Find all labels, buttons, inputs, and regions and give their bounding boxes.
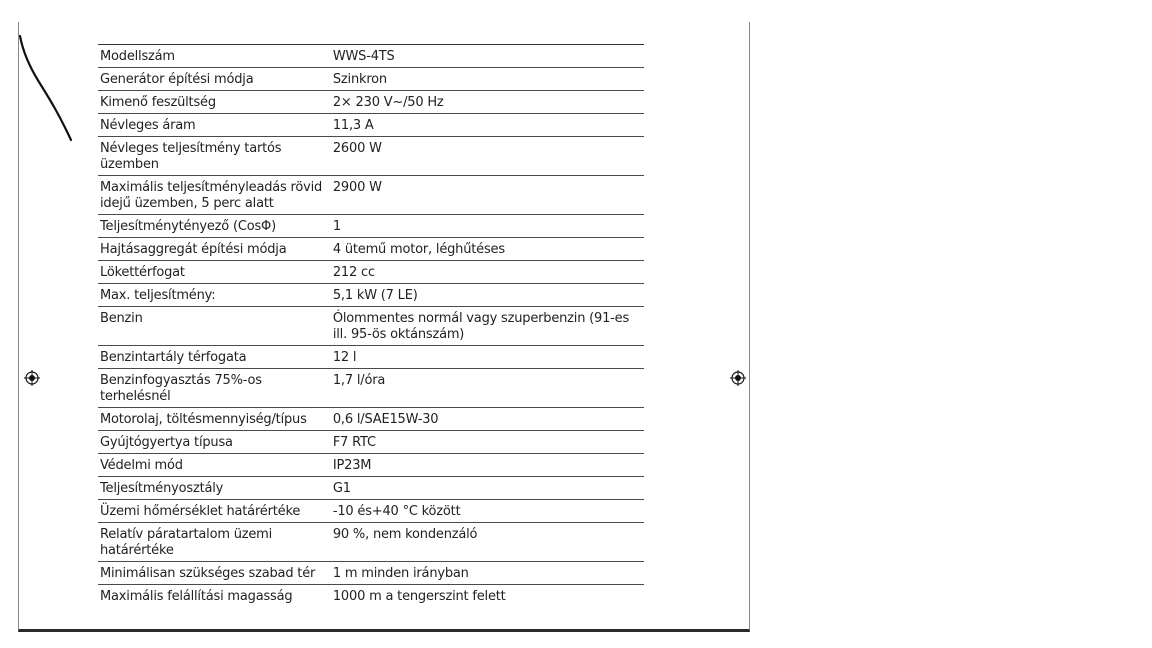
table-row	[98, 562, 644, 585]
spec-value: IP23M	[331, 454, 644, 477]
spec-label: Minimálisan szükséges szabad tér	[98, 562, 331, 585]
spec-label: Kimenő feszültség	[98, 91, 331, 114]
spec-value: 2900 W	[331, 176, 644, 215]
table-row	[98, 431, 644, 454]
spec-label: Relatív páratartalom üzemi határértéke	[98, 523, 331, 562]
spec-label: Benzinfogyasztás 75%-os terhelésnél	[98, 369, 331, 408]
spec-value: 1,7 l/óra	[331, 369, 644, 408]
spec-value: 12 l	[331, 346, 644, 369]
table-row	[98, 585, 644, 608]
spec-value: 2600 W	[331, 137, 644, 176]
spec-label: Motorolaj, töltésmennyiség/típus	[98, 408, 331, 431]
table-row	[98, 346, 644, 369]
table-row	[98, 91, 644, 114]
table-row	[98, 477, 644, 500]
table-row	[98, 137, 644, 176]
spec-value: 2× 230 V~/50 Hz	[331, 91, 644, 114]
table-row	[98, 500, 644, 523]
spec-label: Védelmi mód	[98, 454, 331, 477]
registration-mark-icon	[24, 370, 40, 386]
table-row	[98, 369, 644, 408]
spec-label: Névleges teljesítmény tartós üzemben	[98, 137, 331, 176]
table-row	[98, 408, 644, 431]
table-row	[98, 284, 644, 307]
spec-table	[98, 44, 644, 607]
spec-value: 1 m minden irányban	[331, 562, 644, 585]
spec-value: 212 cc	[331, 261, 644, 284]
table-row	[98, 454, 644, 477]
spec-label: Üzemi hőmérséklet határértéke	[98, 500, 331, 523]
table-row	[98, 307, 644, 346]
spec-value: Ólommentes normál vagy szuperbenzin (91-es ill. 95-ös oktánszám)	[331, 307, 644, 346]
table-row	[98, 176, 644, 215]
pen-scribble	[19, 22, 89, 152]
spec-value: 5,1 kW (7 LE)	[331, 284, 644, 307]
table-row	[98, 261, 644, 284]
spec-label: Lökettérfogat	[98, 261, 331, 284]
table-row	[98, 68, 644, 91]
spec-label: Benzintartály térfogata	[98, 346, 331, 369]
table-row	[98, 114, 644, 137]
spec-value: G1	[331, 477, 644, 500]
spec-value: 4 ütemű motor, léghűtéses	[331, 238, 644, 261]
registration-mark-icon	[730, 370, 746, 386]
spec-label: Generátor építési módja	[98, 68, 331, 91]
spec-value: 1	[331, 215, 644, 238]
document-page	[18, 22, 750, 632]
spec-label: Teljesítménytényező (CosΦ)	[98, 215, 331, 238]
spec-label: Max. teljesítmény:	[98, 284, 331, 307]
spec-value: Szinkron	[331, 68, 644, 91]
spec-label: Teljesítményosztály	[98, 477, 331, 500]
spec-label: Maximális teljesítményleadás rövid idejű üzemben, 5 perc alatt	[98, 176, 331, 215]
spec-value: 90 %, nem kondenzáló	[331, 523, 644, 562]
spec-value: -10 és+40 °C között	[331, 500, 644, 523]
table-row	[98, 45, 644, 68]
spec-label: Maximális felállítási magasság	[98, 585, 331, 608]
table-row	[98, 523, 644, 562]
spec-label: Gyújtógyertya típusa	[98, 431, 331, 454]
spec-value: 0,6 l/SAE15W-30	[331, 408, 644, 431]
table-row	[98, 238, 644, 261]
spec-value: F7 RTC	[331, 431, 644, 454]
table-row	[98, 215, 644, 238]
spec-value: 1000 m a tengerszint felett	[331, 585, 644, 608]
spec-label: Hajtásaggregát építési módja	[98, 238, 331, 261]
spec-label: Modellszám	[98, 45, 331, 68]
spec-label: Névleges áram	[98, 114, 331, 137]
spec-label: Benzin	[98, 307, 331, 346]
spec-value: 11,3 A	[331, 114, 644, 137]
spec-value: WWS-4TS	[331, 45, 644, 68]
